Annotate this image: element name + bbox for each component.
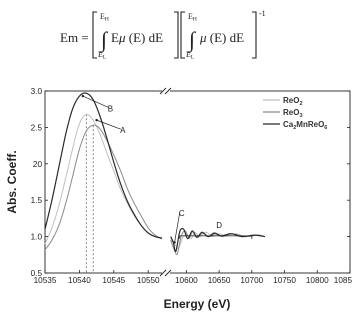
y-axis-title: Abs. Coeff. [5, 150, 19, 214]
formula [60, 9, 266, 61]
formula-integrand-2: μ (E) dE [200, 30, 245, 45]
x-tick-label: 10540 [68, 276, 91, 285]
x-axis-title: Energy (eV) [163, 297, 231, 311]
annotation-label-B: B [107, 104, 114, 114]
formula-upper-limit-1: EH [100, 12, 109, 23]
annotation-label-D: D [216, 220, 222, 230]
formula-bracket-left-2 [181, 12, 185, 58]
x-tick-label: 10650 [207, 276, 231, 285]
legend-label: ReO$_2$ [283, 96, 303, 107]
y-tick-label: 20 [32, 159, 42, 169]
annotation-arrow-head-A [95, 119, 97, 121]
annotation-label-A: A [120, 126, 126, 136]
series-line-3-segment-2 [171, 229, 265, 252]
formula-bracket-right-1 [174, 12, 178, 58]
y-tick-label: 2.5 [30, 123, 42, 133]
y-tick-label: 0.5 [30, 269, 42, 278]
legend-label: ReO$_3$ [283, 108, 303, 119]
annotation-label-C: C [178, 209, 185, 219]
x-tick-label: 10750 [273, 276, 296, 285]
formula-lower-limit-2: EL [186, 50, 195, 61]
formula-exponent: -1 [259, 9, 266, 18]
x-tick-label: 10545 [102, 276, 126, 285]
y-tick-label: 1.5 [30, 196, 42, 206]
formula-bracket-right-2 [252, 12, 256, 58]
integral-sign-1: ∫ [101, 27, 108, 52]
xanes-chart [5, 87, 352, 311]
annotation-arrow-head-C [173, 241, 175, 243]
y-tick-label: 1.0 [30, 232, 42, 242]
x-tick-label: 1085 [333, 276, 352, 285]
y-tick-label: 3.0 [30, 87, 42, 96]
legend-label: $Ca_2MnReO_6$ [283, 120, 328, 131]
plot-frame [45, 91, 350, 273]
formula-bracket-left-1 [93, 12, 97, 58]
annotation-arrow-A [97, 120, 121, 129]
x-tick-label: 10600 [174, 276, 198, 285]
formula-upper-limit-2: EH [188, 12, 197, 23]
integral-sign-2: ∫ [189, 27, 196, 52]
x-tick-label: 10550 [136, 276, 160, 285]
legend [263, 96, 327, 131]
formula-lhs: Em = [60, 30, 89, 45]
formula-integrand-1: Eμ (E) dE [111, 30, 164, 45]
x-tick-label: 10800 [305, 276, 329, 285]
x-tick-label: 10700 [240, 276, 264, 285]
series-line-3-segment-1 [45, 93, 162, 238]
formula-lower-limit-1: EL [98, 50, 107, 61]
annotation-arrow-head-B [82, 95, 84, 97]
x-tick-label: 10535 [33, 276, 57, 285]
